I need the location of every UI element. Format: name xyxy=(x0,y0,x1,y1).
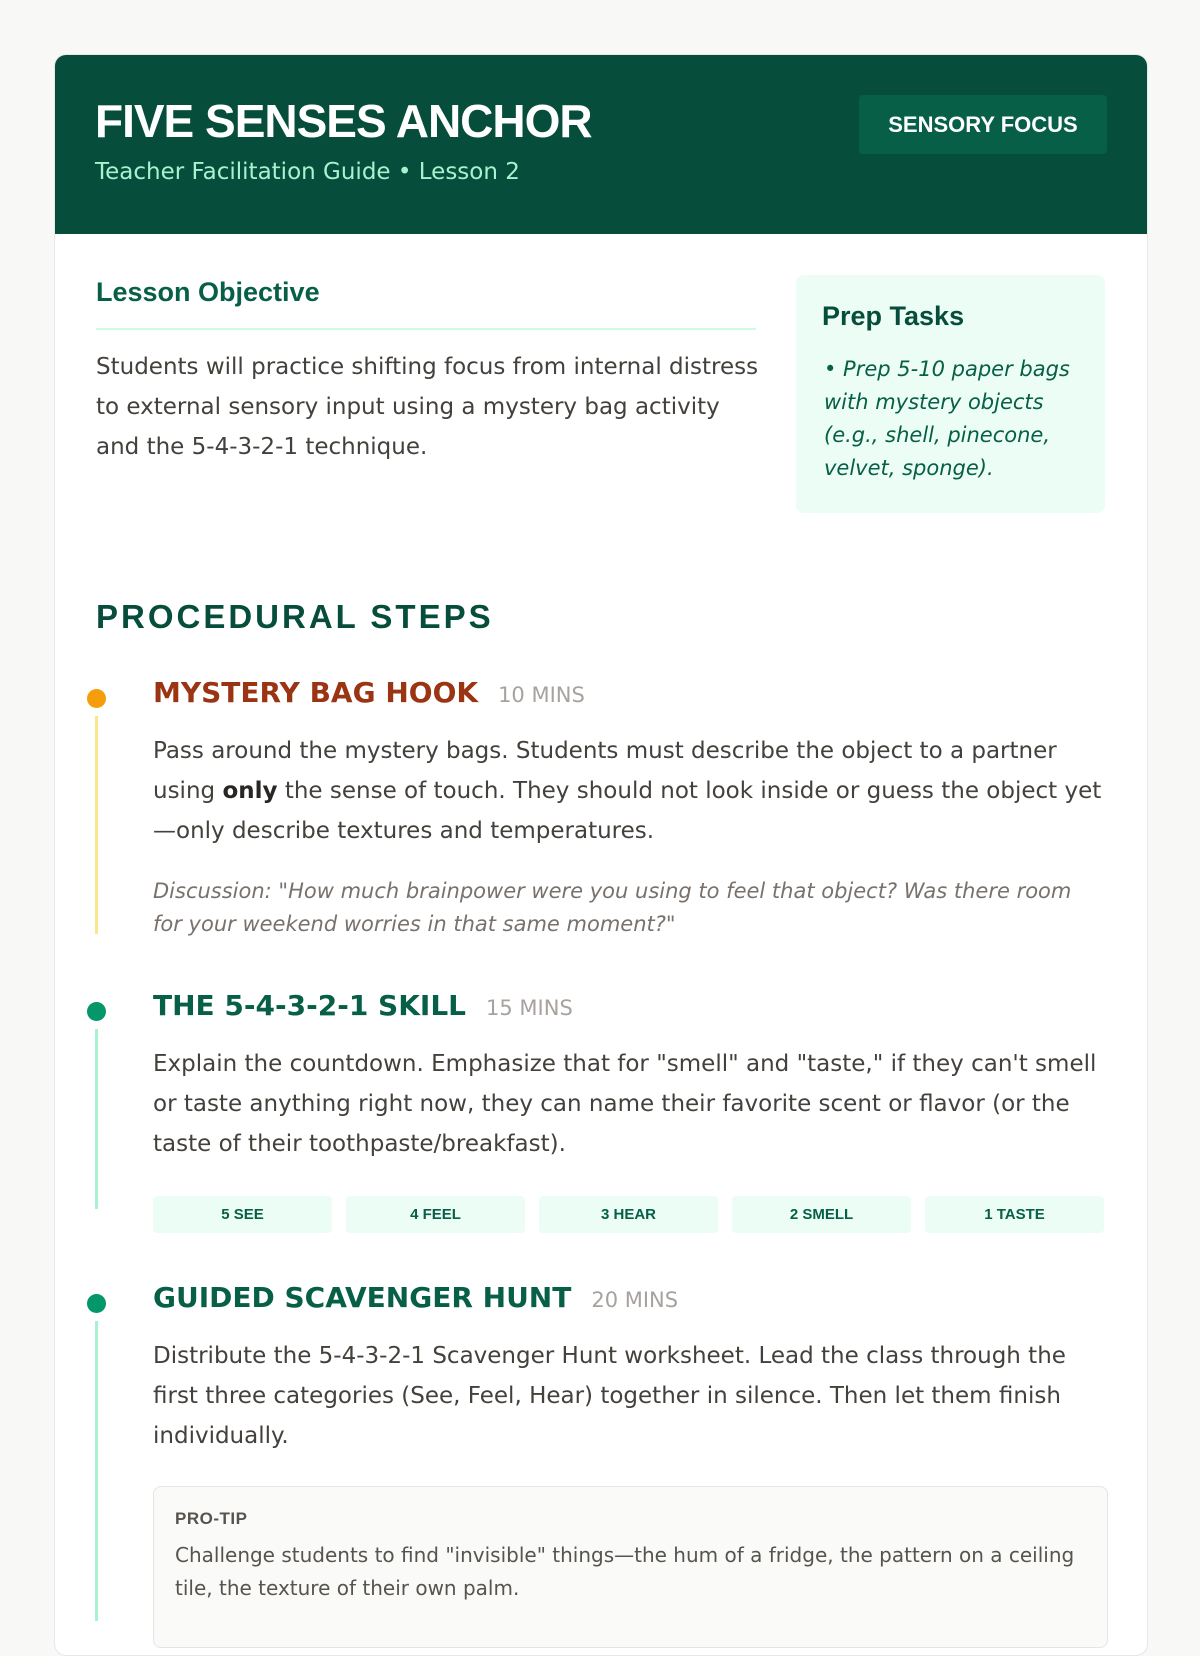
step-duration: 20 MINS xyxy=(591,1288,679,1312)
step-timeline-line xyxy=(95,1029,98,1209)
objective-title: Lesson Objective xyxy=(96,277,320,307)
page-subtitle: Teacher Facilitation Guide • Lesson 2 xyxy=(95,159,520,185)
step-description xyxy=(153,731,1103,851)
procedural-steps-title: PROCEDURAL STEPS xyxy=(96,598,494,635)
pill-2-smell: 2 SMELL xyxy=(732,1196,911,1233)
step-header xyxy=(153,676,585,709)
pill-3-hear: 3 HEAR xyxy=(539,1196,718,1233)
sense-countdown-pills xyxy=(153,1196,1104,1233)
step-marker-dot xyxy=(87,1294,106,1313)
step-description-part: the sense of touch. They should not look inside or guess the object yet—only describe textures and temperatures. xyxy=(153,778,1102,844)
pro-tip-label: PRO-TIP xyxy=(175,1509,248,1528)
prep-tasks-title: Prep Tasks xyxy=(822,301,965,331)
step-description: Explain the countdown. Emphasize that for "smell" and "taste," if they can't smell or taste anything right now, they can name their favorite scent or flavor (or the taste of their toothpaste/breakfast). xyxy=(153,1051,1097,1157)
step-timeline-line xyxy=(95,716,98,934)
sensory-focus-badge: SENSORY FOCUS xyxy=(859,95,1107,154)
pro-tip-text: Challenge students to find "invisible" things—the hum of a fridge, the pattern on a ceiling tile, the texture of their own palm. xyxy=(175,1543,1075,1600)
step-discussion-note: Discussion: "How much brainpower were you using to feel that object? Was there room for your weekend worries in that same moment?" xyxy=(153,879,1072,936)
step-header xyxy=(153,989,573,1022)
step-header xyxy=(153,1281,678,1314)
step-description: Distribute the 5-4-3-2-1 Scavenger Hunt worksheet. Lead the class through the first three categories (See, Feel, Hear) together in silence. Then let them finish individually. xyxy=(153,1343,1066,1449)
step-timeline-line xyxy=(95,1321,98,1621)
step-description-emphasis: only xyxy=(222,778,278,804)
objective-text: Students will practice shifting focus from internal distress to external sensory input using a mystery bag activity and the 5-4-3-2-1 technique. xyxy=(96,354,759,460)
lesson-card xyxy=(54,54,1148,1656)
pill-4-feel: 4 FEEL xyxy=(346,1196,525,1233)
step-description-part: Pass around the mystery bags. Students must describe the object to a partner using xyxy=(153,738,1057,804)
step-title: THE 5-4-3-2-1 SKILL xyxy=(153,989,467,1022)
page-title: FIVE SENSES ANCHOR xyxy=(95,95,592,147)
pill-1-taste: 1 TASTE xyxy=(925,1196,1104,1233)
prep-tasks-panel xyxy=(796,275,1105,513)
step-marker-dot xyxy=(87,689,106,708)
objective-divider xyxy=(96,328,756,330)
step-marker-dot xyxy=(87,1002,106,1021)
header xyxy=(55,55,1147,234)
prep-tasks-text: • Prep 5-10 paper bags with mystery objects (e.g., shell, pinecone, velvet, sponge). xyxy=(824,357,1070,480)
step-duration: 10 MINS xyxy=(498,683,585,707)
pro-tip-box xyxy=(153,1486,1108,1648)
step-title: MYSTERY BAG HOOK xyxy=(153,676,479,709)
step-duration: 15 MINS xyxy=(486,996,573,1020)
step-title: GUIDED SCAVENGER HUNT xyxy=(153,1281,572,1314)
pill-5-see: 5 SEE xyxy=(153,1196,332,1233)
